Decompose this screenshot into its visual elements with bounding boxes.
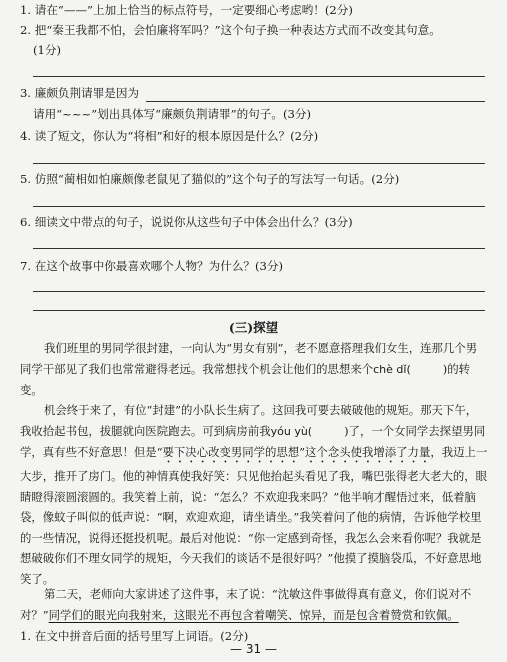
answer-line: [33, 310, 485, 311]
passage-paragraph-1: 我们班里的男同学很封建，一向认为“男女有别”，老不愿意搭理我们女生，连那几个男同学干部见了我们也常常避得老远。我常想找个机会让他们的思想来个chè dǐ( )的转变。: [20, 341, 478, 397]
answer-line: [33, 76, 485, 77]
section-title: (三)探望: [228, 320, 279, 335]
question-1: 1. 请在“——”上加上恰当的标点符号，一定要细心考虑哟！(2分): [20, 3, 353, 17]
question-3-line-2: 请用“~~~”划出具体写“廉颇负荆请罪”的句子。(3分): [33, 107, 311, 121]
question-5: 5. 仿照“蔺相如怕廉颇像老鼠见了猫似的”这个句子的写法写一句话。(2分): [20, 172, 400, 186]
answer-line: [33, 206, 485, 207]
question-6: 6. 细读文中带点的句子，说说你从这些句子中体会出什么？(3分): [20, 215, 353, 229]
dotted-sentence: “要下决心改变男同学的思想”这个念头使我增添了力量: [156, 445, 431, 459]
answer-line: [33, 248, 485, 249]
answer-line: [33, 291, 485, 292]
question-4: 4. 读了短文，你认为“将相”和好的根本原因是什么？(2分): [20, 129, 319, 143]
question-7: 7. 在这个故事中你最喜欢哪个人物？为什么？(3分): [20, 259, 284, 273]
page-number: — 31 —: [230, 642, 277, 656]
pinyin-prompt: yóu yù(: [270, 424, 313, 438]
passage-question-1: 1. 在文中拼音后面的括号里写上词语。(2分): [20, 629, 249, 643]
pinyin-prompt: chè dǐ(: [373, 362, 411, 376]
question-2-line-2: (1分): [33, 43, 62, 57]
underlined-sentence: 同学们的眼光向我射来，这眼光不再包含着嘲笑、惊异，而是包含着赞赏和钦佩。: [48, 607, 459, 622]
answer-line: [33, 163, 485, 164]
answer-line: [146, 101, 485, 102]
question-3-line-1: 3. 廉颇负荆请罪是因为: [20, 86, 140, 100]
passage-paragraph-3: 第二天，老师向大家讲述了这件事，末了说：“沈敏这件事做得真有意义，你们说对不对？”同学们的眼光向我射来，这眼光不再包含着嘲笑、惊异，而是包含着赞赏和钦佩。: [20, 587, 472, 622]
passage-paragraph-2: 机会终于来了，有位“封建”的小队长生病了。这回我可要去破破他的规矩。那天下午，我收拾起书包，拔腿就向医院跑去。可到病房前我yóu yù( )了，一个女同学去探望男同学，真有些不好意思！但是“要下决心改变男同学的思想”这个念头使我增添了力量，我迈上一大步，推开了房门。他的神情真使我好笑：只见他抬起头看见了我，嘴巴张得老大老大的，眼睛瞪得滚圆滚圆的。我笑着上前，说：“怎么？不欢迎我来吗？”他半响才醒悟过来，低着脑袋，像蚊子叫似的低声说：“啊，欢迎欢迎，请坐请坐。”我笑着问了他的病情，告诉他学校里的一些情况，说得还挺投机呢。最后对他说：“你一定感到奇怪，我怎么会来看你呢？我就是想破破你们不理女同学的规矩，今天我们的谈话不是很好吗？”他摸了摸脑袋瓜，不好意思地笑了。: [20, 403, 488, 586]
question-2-line-1: 2. 把“秦王我都不怕，会怕廉将军吗？”这个句子换一种表达方式而不改变其句意。: [20, 23, 441, 37]
